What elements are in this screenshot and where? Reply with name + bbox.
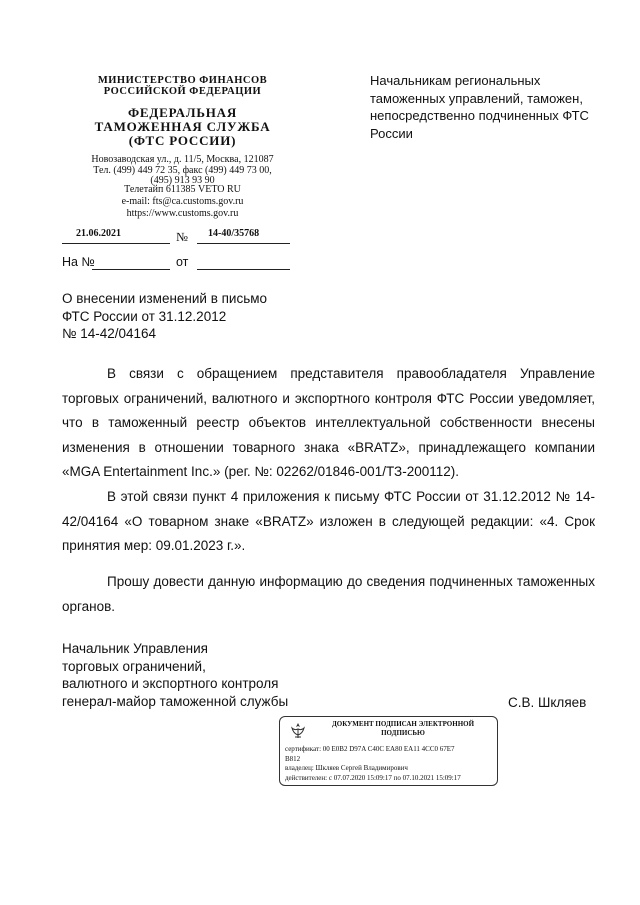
ref-underline <box>92 269 170 270</box>
e-signature-stamp <box>279 716 498 786</box>
stamp-title <box>310 720 496 738</box>
doc-date: 21.06.2021 <box>76 228 121 239</box>
address-email: e-mail: fts@ca.customs.gov.ru <box>121 196 244 207</box>
subject-line-1: О внесении изменений в письмо <box>62 291 268 306</box>
body-paragraph-3: Прошу довести данную информацию до сведения подчиненных таможенных органов. <box>62 574 595 614</box>
stamp-owner: владелец: Шкляев Сергей Владимирович <box>285 764 408 772</box>
position-line-1: Начальник Управления <box>62 641 208 656</box>
signature-position <box>62 640 322 710</box>
number-underline <box>197 243 290 244</box>
number-sign: № <box>176 230 188 244</box>
ministry-line-2: РОССИЙСКОЙ ФЕДЕРАЦИИ <box>103 86 262 97</box>
stamp-certificate-line-2: B812 <box>285 754 301 763</box>
service-line-3: (ФТС РОССИИ) <box>128 133 237 148</box>
position-line-3: валютного и экспортного контроля <box>62 676 279 691</box>
body-paragraph-1: В связи с обращением представителя правообладателя Управление торговых ограничений, валютного и экспортного контроля ФТС России уведомляет, что в таможенный реестр объектов интеллектуальной собственности внесены изменения в отношении товарного знака «BRATZ», принадлежащего компании «MGA Entertainment Inc.» (рег. №: 02262/01846-001/ТЗ-200112). <box>62 366 595 480</box>
stamp-title-line-2: ПОДПИСЬЮ <box>381 729 425 737</box>
body-paragraph-3-block <box>62 570 595 619</box>
subject-line-3: № 14-42/04164 <box>62 326 157 341</box>
address-line-4: Телетайп 611385 VETO RU <box>124 184 241 195</box>
stamp-validity: действителен: с 07.07.2020 15:09:17 по 07.10.2021 15:09:17 <box>285 773 461 782</box>
from-label: от <box>176 255 189 269</box>
emblem-icon <box>288 721 308 741</box>
ref-label: На № <box>62 255 95 269</box>
recipient: Начальникам региональных таможенных управлений, таможен, непосредственно подчиненных ФТС России <box>370 73 589 141</box>
position-line-2: торговых ограничений, <box>62 658 206 674</box>
date-underline <box>62 243 170 244</box>
from-underline <box>197 269 290 270</box>
subject <box>62 290 322 343</box>
address-line-2: Тел. (499) 449 72 35, факс (499) 449 73 00, <box>93 165 272 176</box>
service-line-1: ФЕДЕРАЛЬНАЯ <box>127 105 238 120</box>
signer-name: С.В. Шкляев <box>508 695 587 710</box>
ministry-line-1: МИНИСТЕРСТВО ФИНАНСОВ <box>97 75 268 86</box>
address-line-3: (495) 913 93 90 <box>150 175 215 186</box>
doc-number: 14-40/35768 <box>208 228 260 239</box>
stamp-title-line-1: ДОКУМЕНТ ПОДПИСАН ЭЛЕКТРОННОЙ <box>331 720 475 728</box>
subject-line-2: ФТС России от 31.12.2012 <box>62 308 227 324</box>
stamp-certificate-line-1: сертификат: 00 E0B2 D97A C40C EA80 EA11 4CC0 67E7 <box>285 745 455 753</box>
body-paragraph-2-block <box>62 485 595 559</box>
address-website: https://www.customs.gov.ru <box>126 208 239 219</box>
body-paragraph-1-block <box>62 362 595 485</box>
stamp-body <box>285 745 495 783</box>
service-line-2: ТАМОЖЕННАЯ СЛУЖБА <box>94 119 271 134</box>
body-paragraph-2: В этой связи пункт 4 приложения к письму ФТС России от 31.12.2012 № 14-42/04164 «О товарном знаке «BRATZ» изложен в следующей редакции: «4. Срок принятия мер: 09.01.2023 г.». <box>62 489 595 554</box>
address-line-1: Новозаводская ул., д. 11/5, Москва, 121087 <box>91 154 274 165</box>
position-line-4: генерал-майор таможенной службы <box>62 693 289 709</box>
